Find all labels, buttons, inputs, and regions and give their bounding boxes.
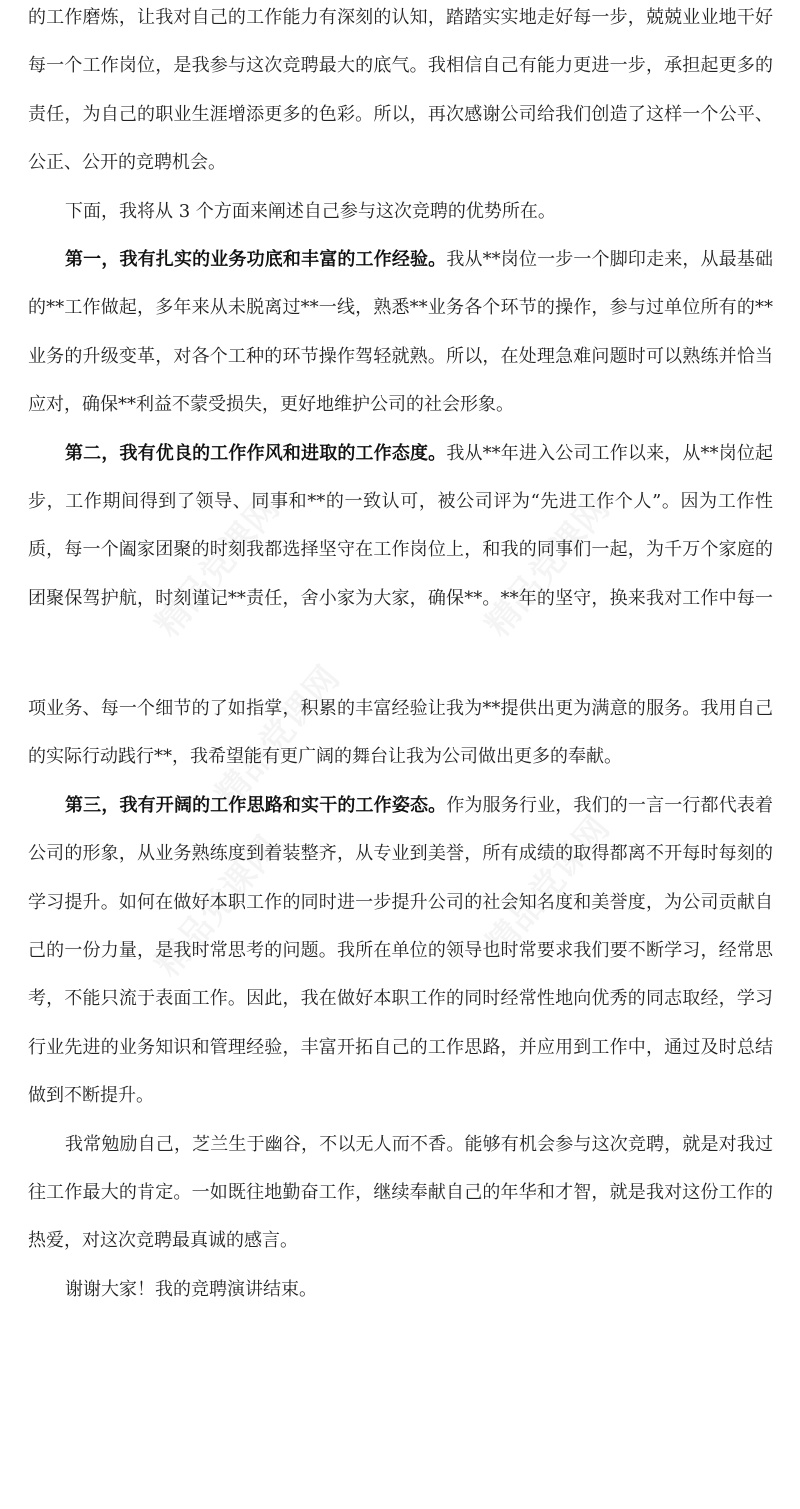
line-text: 往工作最大的肯定。一如既往地勤奋工作，继续奉献自己的年华和才智，就是我对这份工作的 xyxy=(28,1181,773,1203)
line-text: 质，每一个阖家团聚的时刻我都选择坚守在工作岗位上，和我的同事们一起，为千万个家庭的 xyxy=(28,539,773,561)
text-line xyxy=(28,42,773,90)
line-text: 己的一份力量，是我时常思考的问题。我所在单位的领导也时常要求我们要不断学习，经常思 xyxy=(28,939,773,961)
text-line xyxy=(28,526,773,574)
text-line xyxy=(28,1169,773,1217)
line-text: 我从**年进入公司工作以来，从**岗位起 xyxy=(446,442,773,464)
line-text: 学习提升。如何在做好本职工作的同时进一步提升公司的社会知名度和美誉度，为公司贡献自 xyxy=(28,891,773,913)
text-line xyxy=(28,685,773,733)
line-text: 应对，确保**利益不蒙受损失，更好地维护公司的社会形象。 xyxy=(28,394,514,416)
document-page-1-text xyxy=(28,0,773,623)
line-text: 行业先进的业务知识和管理经验，丰富开拓自己的工作思路，并应用到工作中，通过及时总结 xyxy=(28,1036,773,1058)
text-line xyxy=(28,830,773,878)
text-line xyxy=(28,478,773,526)
text-line xyxy=(28,782,773,830)
line-text: 谢谢大家！我的竞聘演讲结束。 xyxy=(65,1278,317,1300)
text-line xyxy=(28,333,773,381)
text-line xyxy=(28,0,773,42)
text-line xyxy=(28,575,773,623)
line-text: 公司的形象，从业务熟练度到着装整齐，从专业到美誉，所有成绩的取得都离不开每时每刻的 xyxy=(28,843,773,865)
text-line xyxy=(28,1217,773,1265)
line-text: 的**工作做起，多年来从未脱离过**一线，熟悉**业务各个环节的操作，参与过单位所有的** xyxy=(28,297,773,319)
text-line xyxy=(28,188,773,236)
text-line xyxy=(28,284,773,332)
text-line xyxy=(28,927,773,975)
line-text: 每一个工作岗位，是我参与这次竞聘最大的底气。我相信自己有能力更进一步，承担起更多的 xyxy=(28,55,773,77)
text-line xyxy=(28,381,773,429)
document-page-2-text xyxy=(28,685,773,1314)
line-text: 我常勉励自己，芝兰生于幽谷，不以无人而不香。能够有机会参与这次竞聘，就是对我过 xyxy=(65,1133,773,1155)
line-text: 责任，为自己的职业生涯增添更多的色彩。所以，再次感谢公司给我们创造了这样一个公平、 xyxy=(28,103,773,125)
line-text: 业务的升级变革，对各个工种的环节操作驾轻就熟。所以，在处理急难问题时可以熟练并恰当 xyxy=(28,345,773,367)
text-line xyxy=(28,430,773,478)
bold-heading: 第三，我有开阔的工作思路和实干的工作姿态。 xyxy=(65,794,447,816)
line-text: 考，不能只流于表面工作。因此，我在做好本职工作的同时经常性地向优秀的同志取经，学习 xyxy=(28,988,773,1010)
text-line xyxy=(28,879,773,927)
line-text: 步，工作期间得到了领导、同事和**的一致认可，被公司评为“先进工作个人”。因为工作性 xyxy=(28,490,773,512)
line-text: 做到不断提升。 xyxy=(28,1085,154,1107)
line-text: 的工作磨炼，让我对自己的工作能力有深刻的认知，踏踏实实地走好每一步，兢兢业业地干好 xyxy=(28,7,773,28)
text-line xyxy=(28,236,773,284)
bold-heading: 第二，我有优良的工作作风和进取的工作态度。 xyxy=(65,442,447,464)
text-line xyxy=(28,91,773,139)
text-line xyxy=(28,1024,773,1072)
line-text: 我从**岗位一步一个脚印走来，从最基础 xyxy=(446,248,773,270)
line-text: 的实际行动践行**，我希望能有更广阔的舞台让我为公司做出更多的奉献。 xyxy=(28,746,622,768)
text-line xyxy=(28,1072,773,1120)
text-line xyxy=(28,139,773,187)
text-line xyxy=(28,1121,773,1169)
line-text: 项业务、每一个细节的了如指掌，积累的丰富经验让我为**提供出更为满意的服务。我用自己 xyxy=(28,698,773,719)
bold-heading: 第一，我有扎实的业务功底和丰富的工作经验。 xyxy=(65,248,447,270)
line-text: 公正、公开的竞聘机会。 xyxy=(28,152,226,174)
text-line xyxy=(28,1266,773,1314)
line-text: 作为服务行业，我们的一言一行都代表着 xyxy=(446,794,773,816)
line-text: 热爱，对这次竞聘最真诚的感言。 xyxy=(28,1230,298,1252)
line-text: 团聚保驾护航，时刻谨记**责任，舍小家为大家，确保**。**年的坚守，换来我对工作中每一 xyxy=(28,587,773,609)
line-text: 下面，我将从 3 个方面来阐述自己参与这次竞聘的优势所在。 xyxy=(65,200,556,222)
text-line xyxy=(28,733,773,781)
text-line xyxy=(28,975,773,1023)
